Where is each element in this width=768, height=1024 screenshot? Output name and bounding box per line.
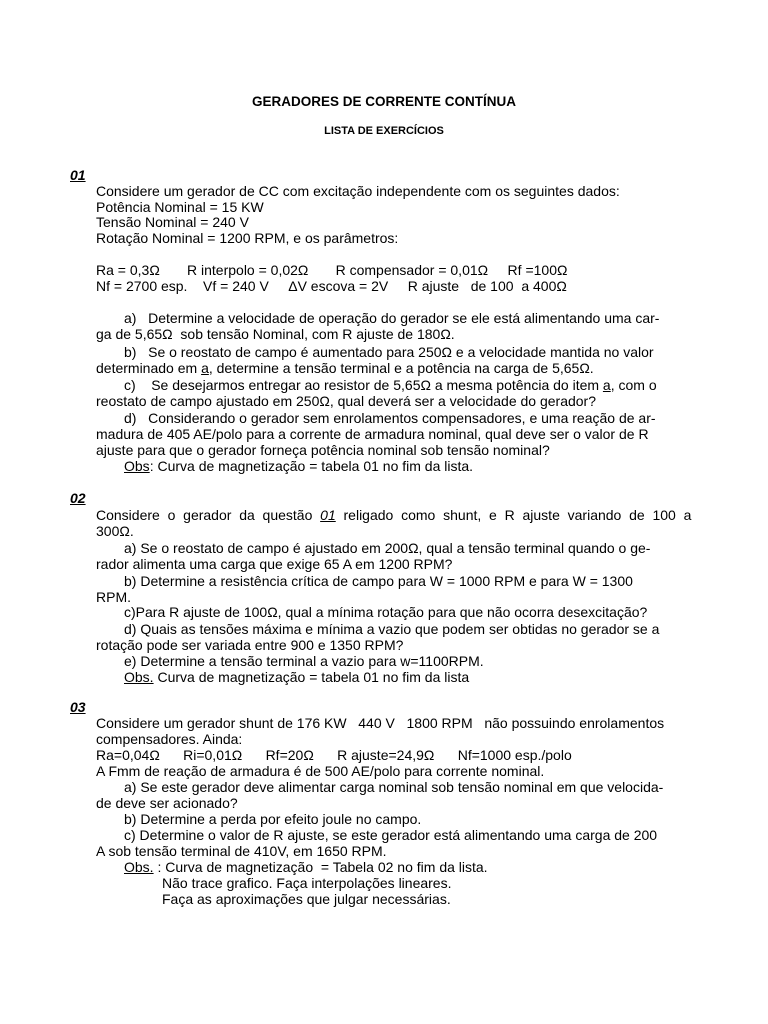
q1-item-a-line-1: a) Determine a velocidade de operação do gerador se ele está alimentando uma car- [124, 310, 660, 326]
q3-obs-text: : Curva de magnetização = Tabela 02 no fim da lista. [153, 859, 488, 875]
q3-note-2: Faça as aproximações que julgar necessárias. [162, 891, 451, 907]
page-title: GERADORES DE CORRENTE CONTÍNUA [251, 94, 516, 109]
q1-item-a-line-2: ga de 5,65Ω sob tensão Nominal, com R ajuste de 180Ω. [96, 326, 455, 342]
q1-item-d-line-2: madura de 405 AE/polo para a corrente de armadura nominal, qual deve ser o valor de R [96, 426, 649, 442]
q2-item-a-line-2: rador alimenta uma carga que exige 65 A em 1200 RPM? [96, 556, 453, 572]
q1-line-1: Considere um gerador de CC com excitação independente com os seguintes dados: [96, 183, 620, 199]
q3-item-c-line-1: c) Determine o valor de R ajuste, se este gerador está alimentando uma carga de 200 [124, 827, 658, 843]
q1-item-c-line-1 [124, 377, 657, 393]
q1-item-b-line-1: b) Se o reostato de campo é aumentado para 250Ω e a velocidade mantida no valor [124, 344, 654, 360]
q2-text-pre: Considere o gerador da questão [96, 507, 321, 523]
q2-item-b-line-1: b) Determine a resistência crítica de campo para W = 1000 RPM e para W = 1300 [124, 573, 633, 589]
q2-item-c: c)Para R ajuste de 100Ω, qual a mínima rotação para que não ocorra desexcitação? [124, 604, 648, 620]
q1-obs-line [124, 458, 473, 474]
q3-obs-line [124, 859, 488, 875]
q1-line-4: Rotação Nominal = 1200 RPM, e os parâmetros: [96, 230, 399, 246]
q2-line-2: 300Ω. [96, 523, 134, 539]
q3-item-a-line-1: a) Se este gerador deve alimentar carga nominal sob tensão nominal em que velocida- [124, 779, 664, 795]
q1-obs-text: : Curva de magnetização = tabela 01 no fim da lista. [149, 458, 474, 474]
q2-ref-question: 01 [320, 507, 336, 523]
q2-line-1 [96, 507, 691, 523]
q2-item-e: e) Determine a tensão terminal a vazio para w=1100RPM. [124, 653, 484, 669]
q1-line-2: Potência Nominal = 15 KW [96, 199, 264, 215]
q1-params-line-2: Nf = 2700 esp. Vf = 240 V ΔV escova = 2V R ajuste de 100 a 400Ω [96, 278, 567, 294]
q1-item-c-line-2: reostato de campo ajustado em 250Ω, qual deverá ser a velocidade do gerador? [96, 393, 597, 409]
q2-text-post: religado como shunt, e R ajuste variando de 100 a [335, 507, 692, 523]
q3-obs-label: Obs. [124, 859, 154, 875]
q1-item-d-line-3: ajuste para que o gerador forneça potência nominal sob tensão nominal? [96, 442, 550, 458]
q3-line-1: Considere um gerador shunt de 176 KW 440 V 1800 RPM não possuindo enrolamentos [96, 715, 665, 731]
q3-item-a-line-2: de deve ser acionado? [96, 795, 238, 811]
q1-item-c-ref: a [602, 377, 611, 393]
q1-item-c-text-pre: c) Se desejarmos entregar ao resistor de 5,65Ω a mesma potência do item [124, 377, 603, 393]
q1-params-line-1: Ra = 0,3Ω R interpolo = 0,02Ω R compensador = 0,01Ω Rf =100Ω [96, 262, 568, 278]
q3-item-c-line-2: A sob tensão terminal de 410V, em 1650 RPM. [96, 843, 387, 859]
q2-obs-line [124, 669, 469, 685]
q1-item-b-ref: a [201, 360, 209, 376]
q3-params-line: Ra=0,04Ω Ri=0,01Ω Rf=20Ω R ajuste=24,9Ω Nf=1000 esp./polo [96, 747, 572, 763]
q1-item-b-line-2 [96, 360, 594, 376]
q1-item-b-text-pre: determinado em [96, 360, 202, 376]
q3-note-1: Não trace grafico. Faça interpolações lineares. [162, 875, 452, 891]
q3-item-b: b) Determine a perda por efeito joule no campo. [124, 811, 422, 827]
q1-obs-label: Obs [124, 458, 150, 474]
q1-item-c-text-post: , com o [610, 377, 657, 393]
question-number-01: 01 [70, 167, 86, 183]
q2-item-a-line-1: a) Se o reostato de campo é ajustado em 200Ω, qual a tensão terminal quando o ge- [124, 540, 651, 556]
question-number-02: 02 [70, 490, 86, 506]
q3-line-2: compensadores. Ainda: [96, 731, 243, 747]
q2-obs-label: Obs. [124, 669, 154, 685]
q2-item-d-line-1: d) Quais as tensões máxima e mínima a vazio que podem ser obtidas no gerador se a [124, 621, 660, 637]
question-number-03: 03 [70, 699, 86, 715]
q2-item-b-line-2: RPM. [96, 589, 131, 605]
q3-line-4: A Fmm de reação de armadura é de 500 AE/polo para corrente nominal. [96, 763, 545, 779]
page-subtitle: LISTA DE EXERCÍCIOS [324, 125, 444, 137]
q2-item-d-line-2: rotação pode ser variada entre 900 e 1350 RPM? [96, 637, 404, 653]
q1-item-b-text-post: , determine a tensão terminal e a potência na carga de 5,65Ω. [208, 360, 594, 376]
q1-item-d-line-1: d) Considerando o gerador sem enrolamentos compensadores, e uma reação de ar- [124, 410, 656, 426]
q2-obs-text: Curva de magnetização = tabela 01 no fim da lista [153, 669, 470, 685]
q1-line-3: Tensão Nominal = 240 V [96, 214, 249, 230]
